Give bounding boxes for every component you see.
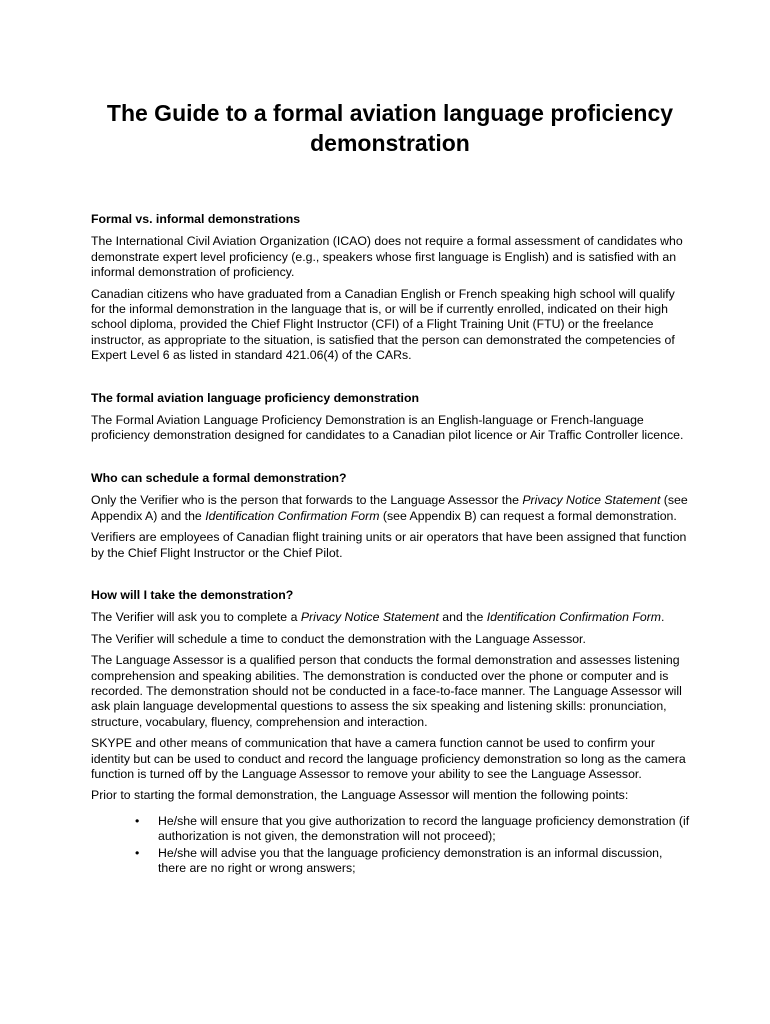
identification-form-reference: Identification Confirmation Form [205, 508, 380, 523]
paragraph: The Formal Aviation Language Proficiency Demonstration is an English-language or French-language proficiency demonstration designed for candidates to a Canadian pilot licence or Air Traffic Controller licence. [91, 413, 684, 443]
paragraph: The Language Assessor is a qualified person that conducts the formal demonstration and assesses listening comprehension and speaking abilities. The demonstration is conducted over the phone or computer and is recorded. The demonstration should not be conducted in a face-to-face manner. The Language Assessor will ask plain language developmental questions to assess the six speaking and listening skills: pronunciation, structure, vocabulary, fluency, comprehension and interaction. [91, 653, 682, 729]
privacy-notice-reference: Privacy Notice Statement [522, 493, 661, 508]
paragraph: The Verifier will schedule a time to conduct the demonstration with the Language Assessor. [91, 631, 586, 646]
paragraph: Verifiers are employees of Canadian flight training units or air operators that have been assigned that function by the Chief Flight Instructor or the Chief Pilot. [91, 530, 687, 560]
paragraph: Only the Verifier who is the person that forwards to the Language Assessor the Privacy Notice Statement (see Appendix A) and the Identification Confirmation Form (see Appendix B) can request a formal demonstration. [91, 493, 688, 523]
paragraph: Canadian citizens who have graduated from a Canadian English or French speaking high school will qualify for the informal demonstration in the language that is, or will be if currently enrolled, indicated on their high school diploma, provided the Chief Flight Instructor (CFI) of a Flight Training Unit (FTU) or the freelance instructor, as appropriate to the situation, is satisfied that the person can demonstrated the competencies of Expert Level 6 as listed in standard 421.06(4) of the CARs. [91, 286, 675, 363]
document-body [91, 212, 691, 877]
list-item: • He/she will ensure that you give authorization to record the language proficiency demonstration (if authorization is not given, the demonstration will not proceed); [135, 813, 690, 844]
identification-form-reference: Identification Confirmation Form [486, 610, 662, 625]
paragraph: SKYPE and other means of communication that have a camera function cannot be used to confirm your identity but can be used to conduct and record the language proficiency demonstration so long as the camera function is turned off by the Language Assessor to remove your ability to see the Language Assessor. [91, 736, 686, 781]
section-who-can-schedule [91, 471, 691, 561]
paragraph: The Verifier will ask you to complete a Privacy Notice Statement and the Identification Confirmation Form. [91, 610, 665, 625]
paragraph: The International Civil Aviation Organization (ICAO) does not require a formal assessment of candidates who demonstrate expert level proficiency (e.g., speakers whose first language is English) and is satisfied with an informal demonstration of proficiency. [91, 234, 683, 280]
section-formal-demonstration [91, 391, 691, 444]
section-formal-vs-informal [91, 212, 691, 364]
section-heading: Who can schedule a formal demonstration? [91, 470, 347, 485]
section-heading: Formal vs. informal demonstrations [91, 212, 301, 226]
paragraph: Prior to starting the formal demonstration, the Language Assessor will mention the following points: [91, 788, 629, 803]
section-heading: The formal aviation language proficiency demonstration [91, 390, 419, 405]
document-title: The Guide to a formal aviation language proficiency demonstration [106, 100, 674, 156]
section-how-to-take [91, 588, 691, 877]
privacy-notice-reference: Privacy Notice Statement [300, 610, 439, 625]
section-heading: How will I take the demonstration? [91, 587, 294, 602]
bullet-list [91, 814, 691, 877]
bullet-icon: • [135, 813, 140, 828]
list-item: • He/she will advise you that the language proficiency demonstration is an informal discussion, there are no right or wrong answers; [135, 845, 663, 875]
bullet-icon: • [135, 845, 140, 860]
